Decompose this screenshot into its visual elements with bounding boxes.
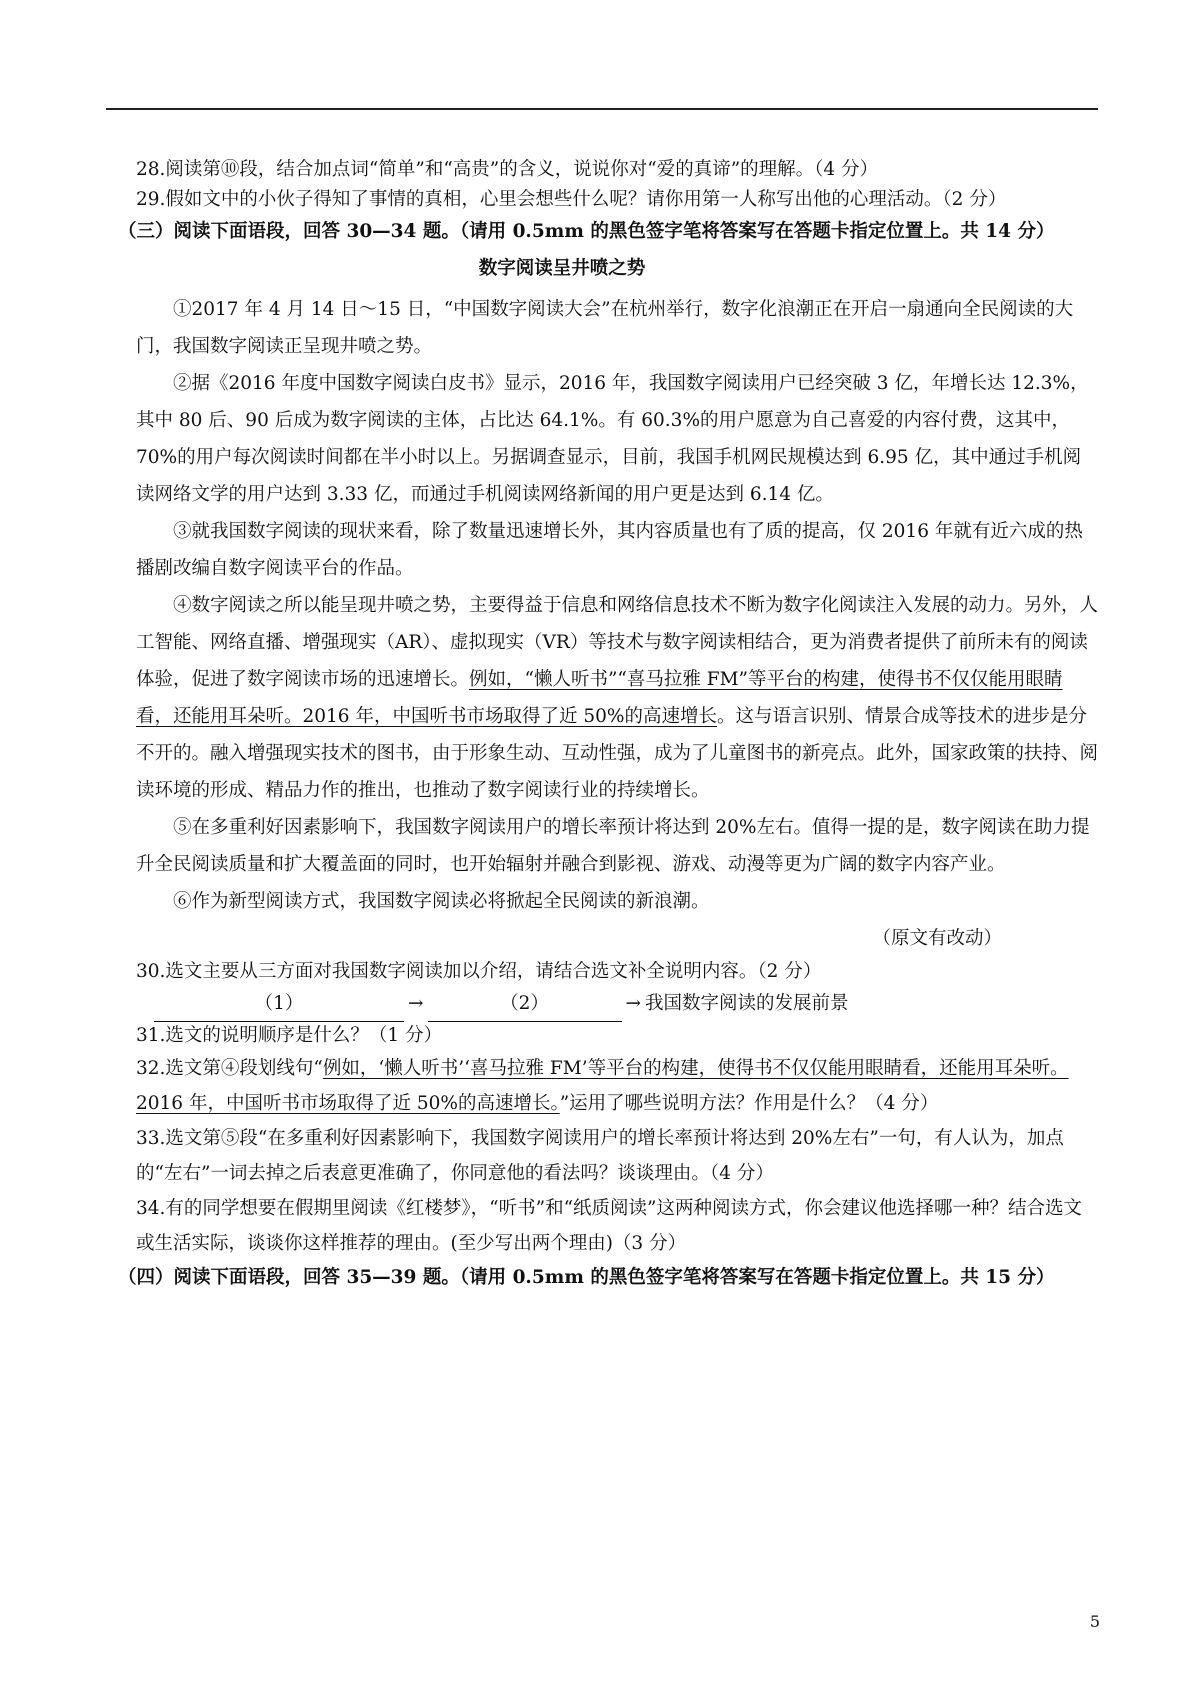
section-3-heading: （三）阅读下面语段，回答 30—34 题。（请用 0.5mm 的黑色签字笔将答案写在答题卡指定位置上。共 14 分）: [118, 221, 1055, 242]
arrow-icon: →: [408, 993, 424, 1014]
question-30: 30.选文主要从三方面对我国数字阅读加以介绍，请结合选文补全说明内容。（2 分）: [136, 961, 822, 982]
page-number: 5: [1089, 1612, 1100, 1631]
paragraph-6: ⑥作为新型阅读方式，我国数字阅读必将掀起全民阅读的新浪潮。: [173, 891, 710, 912]
paragraph-2: ②据《2016 年度中国数字阅读白皮书》显示，2016 年，我国数字阅读用户已经突破 3 亿，年增长达 12.3%，其中 80 后、90 后成为数字阅读的主体，占比达 64.1%。有 60.3%的用户愿意为自己喜爱的内容付费，这其中，70%的用户每次阅读时间都在半小时以上。另据调查显示，目前，我国手机网民规模达到 6.95 亿，其中通过手机阅读网络文学的用户达到 3.33 亿，而通过手机阅读网络新闻的用户更是达到 6.14 亿。: [136, 373, 1089, 505]
exam-page-content: [118, 155, 1099, 1295]
flow-end-label: 我国数字阅读的发展前景: [645, 993, 849, 1014]
paragraph-4-text-a: ④数字阅读之所以能呈现井喷之势，主要得益于信息和网络信息技术不断为数字化阅读注入发展的动力。另外，人工智能、网络直播、增强现实（AR）、虚拟现实（VR）等技术与数字阅读相结合，更为消费者提供了前所未有的阅读体验，促进了数字阅读市场的迅速增长。: [136, 595, 1099, 690]
source-note: （原文有改动）: [872, 928, 1002, 949]
question-34: 34.有的同学想要在假期里阅读《红楼梦》，“听书”和“纸质阅读”这两种阅读方式，你会建议他选择哪一种？结合选文或生活实际，谈谈你这样推荐的理由。(至少写出两个理由)（3 分）: [136, 1198, 1083, 1254]
section-4-heading: （四）阅读下面语段，回答 35—39 题。（请用 0.5mm 的黑色签字笔将答案写在答题卡指定位置上。共 15 分）: [118, 1267, 1055, 1288]
article-title: 数字阅读呈井喷之势: [478, 258, 646, 279]
question-32-underlined-quote: 例如，‘懒人听书’‘喜马拉雅 FM’等平台的构建，使得书不仅仅能用眼睛看，还能用耳朵听。2016 年，中国听书市场取得了近 50%的高速增长。: [136, 1058, 1069, 1114]
question-28: 28.阅读第⑩段，结合加点词“简单”和“高贵”的含义，说说你对“爱的真谛”的理解。（4 分）: [136, 159, 879, 180]
question-30-flow: [136, 987, 1098, 1021]
question-33: 33.选文第⑤段“在多重利好因素影响下，我国数字阅读用户的增长率预计将达到 20%左右”一句，有人认为，加点的“左右”一词去掉之后表意更准确了，你同意他的看法吗？谈谈理由。（4 分）: [136, 1128, 1064, 1184]
question-32-tail: ”运用了哪些说明方法？作用是什么？（4 分）: [559, 1093, 939, 1114]
question-32-lead: 32.选文第④段划线句“: [136, 1058, 323, 1079]
paragraph-1: ①2017 年 4 月 14 日～15 日，“中国数字阅读大会”在杭州举行，数字化浪潮正在开启一扇通向全民阅读的大门，我国数字阅读正呈现井喷之势。: [136, 299, 1074, 357]
paragraph-3: ③就我国数字阅读的现状来看，除了数量迅速增长外，其内容质量也有了质的提高，仅 2016 年就有近六成的热播剧改编自数字阅读平台的作品。: [136, 521, 1083, 579]
paragraph-4-text-b: 。这与语言识别、情景合成等技术的进步是分不开的。融入增强现实技术的图书，由于形象生动、互动性强，成为了儿童图书的新亮点。此外，国家政策的扶持、阅读环境的形成、精品力作的推出，也推动了数字阅读行业的持续增长。: [136, 706, 1099, 801]
paragraph-5: ⑤在多重利好因素影响下，我国数字阅读用户的增长率预计将达到 20%左右。值得一提的是，数字阅读在助力提升全民阅读质量和扩大覆盖面的同时，也开始辐射并融合到影视、游戏、动漫等更为广阔的数字内容产业。: [136, 817, 1090, 875]
question-29: 29.假如文中的小伙子得知了事情的真相，心里会想些什么呢？请你用第一人称写出他的心理活动。（2 分）: [136, 189, 1007, 210]
answer-blank-2[interactable]: （2）: [428, 987, 622, 1022]
answer-blank-1[interactable]: （1）: [154, 987, 404, 1022]
paragraph-4: [136, 587, 1098, 809]
arrow-icon: →: [625, 993, 642, 1014]
question-32: [136, 1051, 1098, 1121]
paragraph-4-underlined-sentence: 例如，“懒人听书”“喜马拉雅 FM”等平台的构建，使得书不仅仅能用眼睛看，还能用耳朵听。2016 年，中国听书市场取得了近 50%的高速增长: [136, 669, 1063, 727]
question-31: 31.选文的说明顺序是什么？（1 分）: [136, 1025, 443, 1046]
header-rule: [106, 108, 1098, 110]
